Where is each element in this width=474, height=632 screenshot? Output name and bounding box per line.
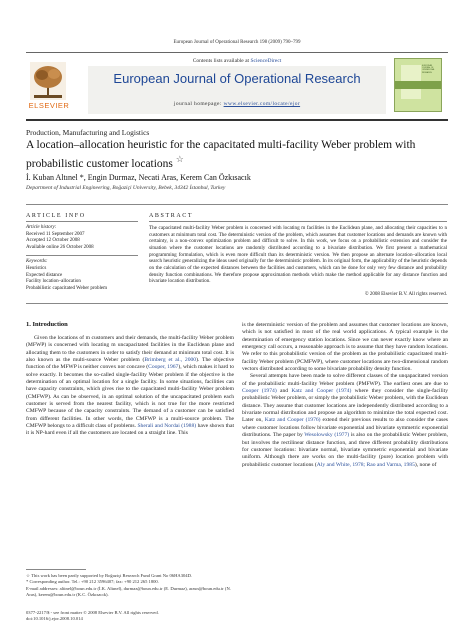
article-title: A location–allocation heuristic for the capacitated multi-facility Weber problem with probabilistic customer locations ☆ — [26, 139, 416, 170]
doi-line[interactable]: doi:10.1016/j.ejor.2008.10.014 — [26, 616, 83, 622]
footnotes — [26, 573, 236, 598]
citation-link[interactable]: Sherali and Nordai (1988) — [137, 423, 197, 430]
intro-paragraph — [242, 373, 448, 468]
journal-reference: European Journal of Operational Research 198 (2009) 790–799 — [173, 40, 301, 45]
citation-link[interactable]: Aly and White, 1978; Rao and Varma, 1985 — [316, 461, 415, 468]
body-text: Given the locations of m customers and their demands, the multi-facility Weber problem (MFWP) is concerned with locating m uncapacitated facilities in the Euclidean plane and allocating them to the customers in order to satisfy their demand at minimum total cost. It is also known as the multi-source Weber problem ( — [26, 335, 234, 364]
homepage-link[interactable]: www.elsevier.com/locate/ejor — [223, 101, 301, 107]
body-text: extend their previous results to also consider the cases where customer locations follow bivariate exponential and bivariate symmetric exponential distributions. The paper by — [242, 417, 448, 439]
citation-link[interactable]: Katz and Cooper (1974) — [291, 388, 352, 395]
section-heading-introduction: 1. Introduction — [26, 321, 68, 328]
abstract-label: ABSTRACT — [149, 213, 194, 219]
keywords-label: Keywords: — [26, 259, 48, 265]
intro-paragraph — [26, 335, 234, 438]
journal-name: European Journal of Operational Research — [113, 71, 361, 86]
history-accepted: Accepted 12 October 2008 — [26, 238, 80, 244]
front-matter-rule — [26, 204, 448, 205]
intro-paragraph — [242, 322, 448, 373]
body-text: is also on the probabilistic Weber problem, but involves the rectilinear distance function, and three different probability distributions for customer locations: bivariate normal, bivariate symmetric exponential and bivariate uniform. Although there are works on the multi-facility (pure) location problem with probabilistic customer locations ( — [242, 432, 448, 468]
citation-link[interactable]: Katz and Cooper (1976) — [264, 417, 321, 424]
contents-line: Contents lists available at ScienceDirect — [192, 58, 282, 64]
body-text: where they consider the single-facility probabilistic Weber problem, or simply the probabilistic Weber problem, with the Euclidean distance. They assume that customer locations are independently distributed according to a bivariate normal distribution and propose an algorithm to minimize the total expected cost. Later on, — [242, 388, 449, 424]
footnote-corresponding: * Corresponding author. Tel.: +90 212 3596407; fax: +90 212 265 1800. — [26, 579, 159, 585]
footnote-emails: E-mail addresses: altinel@boun.edu.tr (İ.K. Altınel), durmaz@boun.edu.tr (E. Durmaz), arasn@boun.edu.tr (N. Aras), kerem@boun.edu.tr (K.C. Özkısacık). — [26, 585, 231, 597]
intro-column-left — [26, 335, 234, 438]
cover-band — [395, 81, 441, 89]
header-rule — [26, 52, 448, 53]
body-text: ). The objective function of the MFWP is neither convex nor concave ( — [26, 357, 235, 371]
history-online: Available online 26 October 2008 — [26, 244, 94, 250]
citation-link[interactable]: Cooper (1974) — [242, 388, 277, 395]
abstract-rule — [149, 221, 447, 222]
masthead-rule — [26, 119, 448, 121]
article-info-rule — [26, 221, 138, 222]
keyword-item: Facility location–allocation — [26, 279, 81, 285]
abstract-text: The capacitated multi-facility Weber problem is concerned with locating m facilities in the Euclidean plane, and allocating their capacities to n customers at minimum total cost. The deterministic version of the problem, which assumes that customer locations and demands are known with certainty, is a non-convex optimization problem and difficult to solve. In this work, we focus on a probabilistic extension and consider the situation where the customer locations are randomly distributed according to a bivariate distribution. We first present a mathematical programming formulation, which is even more difficult than its deterministic version. We then propose an alternate location–allocation local search heuristic generalizing the ideas used originally for the deterministic problem. In its original form, the applicability of the heuristic depends on the calculation of the expected distances between the facilities and customers, which can be done for only very few distance and probability density function combinations. We therefore propose approximation methods which make the method applicable for any distance function and bivariate location distribution. — [149, 225, 447, 285]
keyword-item: Expected distance — [26, 272, 63, 278]
elsevier-wordmark: ELSEVIER — [28, 101, 70, 110]
citation-link[interactable]: Brimberg et al., 2000 — [144, 357, 197, 364]
history-received: Received 11 September 2007 — [26, 231, 85, 237]
elsevier-tree-logo — [30, 62, 66, 100]
keyword-item: Probabilistic capacitated Weber problem — [26, 285, 108, 291]
affiliation: Department of Industrial Engineering, Boğaziçi University, Bebek, 34342 İstanbul, Turkey — [26, 185, 226, 191]
body-text: is the deterministic version of the problem and assumes that customer locations are known, which is not satisfied in most of the real world applications. A typical example is the determination of emergency station locations. Since we can never exactly know where an emergency call occurs, a reasonable approach is to assume that they have random locations. We refer to this probabilistic version of the problem as the probabilistic capacitated multi-facility Weber problem (PCMFWP), where customer locations are two-dimensional random vectors distributed according to some bivariate probability density function. — [242, 322, 448, 373]
intro-column-right — [242, 322, 448, 469]
abstract-copyright: © 2008 Elsevier B.V. All rights reserved. — [364, 292, 447, 297]
article-identifiers — [26, 610, 236, 623]
journal-cover-thumbnail — [394, 58, 442, 112]
citation-link[interactable]: Cooper, 1967 — [148, 364, 179, 371]
authors: İ. Kuban Altınel *, Engin Durmaz, Necati Aras, Kerem Can Özkısacık — [26, 173, 251, 182]
citation-link[interactable]: Wesolowsky (1977) — [304, 432, 350, 439]
article-category: Production, Manufacturing and Logistics — [26, 128, 150, 137]
footnote-rule — [26, 569, 86, 570]
sciencedirect-link[interactable]: ScienceDirect — [250, 58, 282, 64]
title-footnote-mark[interactable]: ☆ — [175, 153, 184, 164]
body-text: ), none of — [414, 461, 437, 468]
issn-line: 0377-2217/$ - see front matter © 2008 Elsevier B.V. All rights reserved. — [26, 610, 159, 615]
article-info-label: ARTICLE INFO — [26, 213, 86, 219]
history-label: Article history: — [26, 225, 57, 230]
footnote-funding: ☆ This work has been partly supported by Boğaziçi Research Fund Grant No 06HA304D. — [26, 573, 193, 578]
article-info-block — [26, 225, 138, 292]
keywords-rule — [26, 255, 138, 256]
body-text: ), which makes it hard to solve exactly. It becomes the so-called single-facility Weber problem if the objective is the determination of an optimal location for a single facility. In some situations, facilities can have capacity constraints, which gives rise to the capacitated multi-facility Weber problem (CMFWP). As can be observed, in an optimal solution of the uncapacitated problem each customer is served from the nearest facility, which is not true for the more restricted CMFWP because of the capacity constraints. The demand of a customer can be satisfied from different facilities. In other words, the CMFWP is a multi-source problem. The CMFWP belongs to a difficult class of problems. — [26, 364, 234, 430]
body-text: have shown that it is NP-hard even if all the customers are located on a straight line. This — [26, 423, 235, 437]
keyword-item: Heuristics — [26, 265, 47, 271]
cover-label: EUROPEAN JOURNAL OF OPERATIONAL RESEARCH — [422, 65, 435, 74]
body-text: Several attempts have been made to solve different classes of the unqapacitated version of the probabilistic multi-facility Weber problem (PMFWP). The earliest ones are due to — [242, 373, 448, 387]
body-start-rule — [26, 303, 448, 304]
journal-homepage: journal homepage: www.elsevier.com/locate/ejor — [173, 101, 301, 107]
body-text: and — [276, 388, 292, 395]
